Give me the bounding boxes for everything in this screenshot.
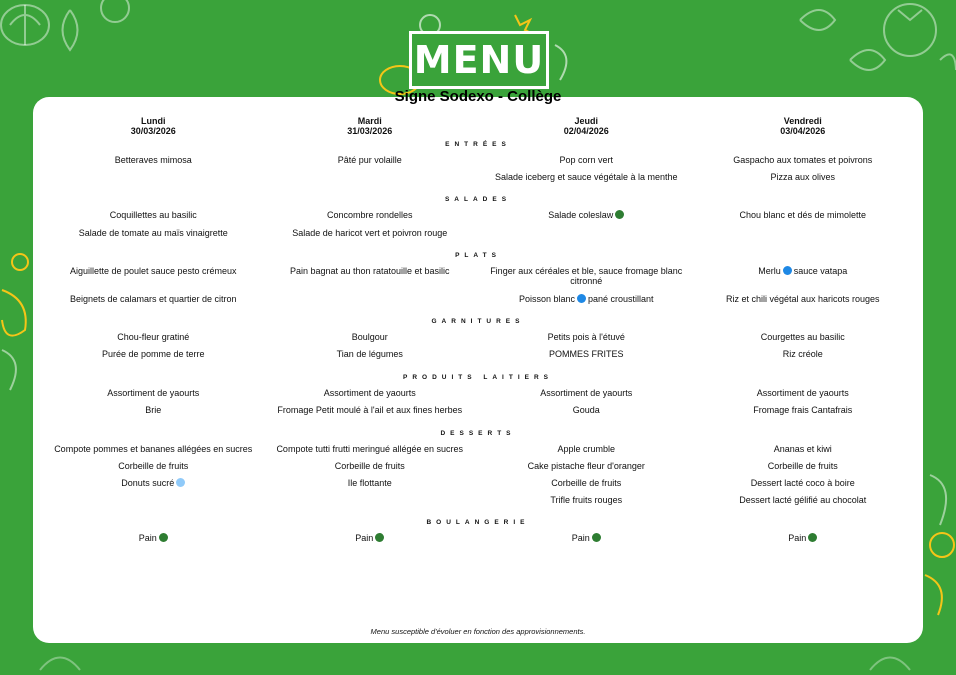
menu-item	[695, 294, 912, 304]
day-header: Lundi 30/03/2026	[130, 116, 176, 136]
menu-item-text: Assortiment de yaourts	[323, 388, 416, 398]
menu-item-text: Corbeille de fruits	[334, 461, 405, 471]
vegetable-doodles-bottom	[0, 640, 956, 675]
menu-row	[45, 405, 911, 415]
page-subtitle: Signe Sodexo - Collège	[394, 88, 562, 105]
menu-item	[695, 444, 912, 454]
menu-item	[695, 461, 912, 471]
menu-item-text: Salade iceberg et sauce végétale à la menthe	[494, 172, 678, 182]
menu-item-text: Compote tutti frutti meringué allégée en sucres	[276, 444, 464, 454]
menu-item-text: Pâté pur volaille	[337, 155, 402, 165]
vegetarian-leaf-icon	[375, 533, 384, 542]
menu-item-text: Gouda	[572, 405, 600, 415]
menu-item	[45, 210, 262, 220]
menu-item	[262, 332, 479, 342]
menu-item-text-suffix: sauce vatapa	[793, 266, 848, 276]
menu-item	[45, 388, 262, 398]
menu-item	[45, 294, 262, 304]
menu-item-text: Compote pommes et bananes allégées en sucres	[54, 444, 253, 454]
menu-item-text: Corbeille de fruits	[767, 461, 838, 471]
menu-item	[695, 478, 912, 488]
menu-item-text: Dessert lacté gélifié au chocolat	[739, 495, 867, 505]
menu-item	[478, 294, 695, 304]
menu-item-text: Finger aux céréales et ble, sauce fromage blanc citronné	[490, 266, 683, 286]
menu-item-text: Pain bagnat au thon ratatouille et basilic	[289, 266, 450, 276]
menu-card	[33, 97, 923, 643]
menu-item	[478, 444, 695, 454]
day-headers	[45, 116, 911, 136]
menu-item	[695, 495, 912, 505]
menu-row	[45, 444, 911, 454]
menu-item	[478, 332, 695, 342]
menu-item-text: Gaspacho aux tomates et poivrons	[733, 155, 873, 165]
menu-item-text: Pain	[138, 533, 157, 543]
menu-item	[478, 495, 695, 505]
menu-item-text: Assortiment de yaourts	[540, 388, 633, 398]
day-header: Jeudi 02/04/2026	[563, 116, 609, 136]
menu-item-text: Beignets de calamars et quartier de citron	[69, 294, 237, 304]
menu-item	[262, 349, 479, 359]
menu-row	[45, 172, 911, 182]
menu-item	[262, 266, 479, 286]
menu-item	[45, 266, 262, 286]
section-label: DESSERTS	[440, 430, 516, 437]
menu-row	[45, 210, 911, 220]
menu-item	[262, 405, 479, 415]
menu-item-text: Ananas et kiwi	[773, 444, 832, 454]
menu-item	[478, 155, 695, 165]
menu-item-text: Pain	[571, 533, 590, 543]
menu-item-text: Donuts sucré	[121, 478, 175, 488]
menu-logo	[409, 31, 549, 89]
menu-item-text: Purée de pomme de terre	[101, 349, 205, 359]
sustainable-fish-icon	[577, 294, 586, 303]
sustainable-fish-icon	[783, 266, 792, 275]
menu-item	[478, 388, 695, 398]
menu-item	[45, 461, 262, 471]
menu-item	[478, 478, 695, 488]
menu-item-text: Assortiment de yaourts	[107, 388, 200, 398]
vegetarian-leaf-icon	[159, 533, 168, 542]
menu-row	[45, 388, 911, 398]
menu-item	[478, 349, 695, 359]
menu-row	[45, 155, 911, 165]
menu-item-text: Poisson blanc	[518, 294, 575, 304]
menu-item	[695, 155, 912, 165]
menu-item-text: Aiguillette de poulet sauce pesto crémeux	[69, 266, 237, 276]
vegetarian-leaf-icon	[615, 210, 624, 219]
menu-item-text: Courgettes au basilic	[760, 332, 845, 342]
vegetable-doodles-right	[920, 465, 956, 625]
menu-row	[45, 495, 911, 505]
day-header: Vendredi 03/04/2026	[780, 116, 826, 136]
menu-item	[478, 533, 695, 543]
menu-item-text: Riz et chili végétal aux haricots rouges	[725, 294, 880, 304]
menu-item-text: Tian de légumes	[336, 349, 403, 359]
menu-item	[45, 349, 262, 359]
menu-item	[45, 228, 262, 238]
menu-item	[478, 228, 695, 238]
menu-item-text: Dessert lacté coco à boire	[750, 478, 855, 488]
vegetarian-leaf-icon	[808, 533, 817, 542]
menu-item	[695, 228, 912, 238]
menu-item-text: Pop corn vert	[559, 155, 614, 165]
menu-item-text: Corbeille de fruits	[551, 478, 622, 488]
menu-item	[45, 405, 262, 415]
menu-item-text: Apple crumble	[557, 444, 616, 454]
menu-item	[695, 172, 912, 182]
menu-item-text: Trifle fruits rouges	[550, 495, 623, 505]
vegetable-doodles-top-right	[780, 0, 956, 95]
menu-item-text: Boulgour	[351, 332, 388, 342]
menu-row	[45, 349, 911, 359]
menu-item	[695, 388, 912, 398]
menu-item-text: Cake pistache fleur d'oranger	[527, 461, 645, 471]
menu-item	[478, 266, 695, 286]
menu-item-text: Ile flottante	[347, 478, 392, 488]
menu-row	[45, 533, 911, 543]
menu-item-text: Salade de haricot vert et poivron rouge	[292, 228, 448, 238]
menu-item	[262, 228, 479, 238]
section-label: BOULANGERIE	[426, 519, 530, 526]
menu-item	[45, 332, 262, 342]
menu-item	[695, 405, 912, 415]
menu-row	[45, 461, 911, 471]
menu-item-text: Petits pois à l'étuvé	[547, 332, 625, 342]
menu-item	[478, 405, 695, 415]
section-label: GARNITURES	[431, 318, 525, 325]
menu-item	[45, 478, 262, 488]
menu-item	[695, 266, 912, 286]
section-label: SALADES	[444, 196, 512, 203]
menu-item-text: Fromage Petit moulé à l'ail et aux fines herbes	[277, 405, 463, 415]
menu-item-text: POMMES FRITES	[548, 349, 624, 359]
menu-item-text: Pain	[355, 533, 374, 543]
menu-item-text: Betteraves mimosa	[114, 155, 192, 165]
footer-note: Menu susceptible d'évoluer en fonction des approvisionnements.	[370, 627, 586, 636]
menu-item	[262, 155, 479, 165]
menu-item	[478, 172, 695, 182]
menu-item-text: Merlu	[758, 266, 781, 276]
menu-item-text: Salade coleslaw	[548, 210, 614, 220]
menu-item-text: Riz créole	[782, 349, 823, 359]
menu-row	[45, 228, 911, 238]
menu-item	[45, 533, 262, 543]
vegetarian-leaf-icon	[592, 533, 601, 542]
menu-item-text: Salade de tomate au maïs vinaigrette	[78, 228, 228, 238]
menu-item-text: Coquillettes au basilic	[109, 210, 197, 220]
menu-row	[45, 332, 911, 342]
menu-item	[262, 461, 479, 471]
menu-item	[262, 172, 479, 182]
menu-item	[262, 444, 479, 454]
menu-row	[45, 294, 911, 304]
menu-item	[262, 478, 479, 488]
menu-item-text: Fromage frais Cantafrais	[753, 405, 853, 415]
vegetable-doodles-top-left	[0, 0, 150, 90]
menu-item-text: Concombre rondelles	[326, 210, 413, 220]
menu-row	[45, 266, 911, 286]
menu-item	[262, 533, 479, 543]
menu-logo-text: MENU	[413, 38, 545, 82]
menu-row	[45, 478, 911, 488]
day-header: Mardi 31/03/2026	[347, 116, 393, 136]
menu-item	[695, 210, 912, 220]
menu-item	[45, 155, 262, 165]
menu-item-text: Chou-fleur gratiné	[117, 332, 190, 342]
menu-item	[45, 172, 262, 182]
menu-item	[478, 461, 695, 471]
menu-item	[262, 210, 479, 220]
menu-item	[695, 349, 912, 359]
menu-item	[262, 294, 479, 304]
section-label: PRODUITS LAITIERS	[402, 374, 553, 381]
section-label: PLATS	[455, 252, 501, 259]
menu-item	[478, 210, 695, 220]
menu-item	[695, 533, 912, 543]
menu-item-text: Pizza aux olives	[770, 172, 836, 182]
menu-item	[262, 495, 479, 505]
section-label: ENTRÉES	[445, 141, 511, 148]
menu-item	[45, 495, 262, 505]
menu-item	[695, 332, 912, 342]
menu-item-text: Pain	[788, 533, 807, 543]
menu-item-text: Corbeille de fruits	[118, 461, 189, 471]
menu-item-text: Brie	[145, 405, 162, 415]
menu-item-text: Assortiment de yaourts	[756, 388, 849, 398]
menu-item	[45, 444, 262, 454]
menu-item	[262, 388, 479, 398]
menu-item-text: Chou blanc et dés de mimolette	[739, 210, 867, 220]
menu-item-text-suffix: pané croustillant	[588, 294, 654, 304]
sugar-icon	[176, 478, 185, 487]
